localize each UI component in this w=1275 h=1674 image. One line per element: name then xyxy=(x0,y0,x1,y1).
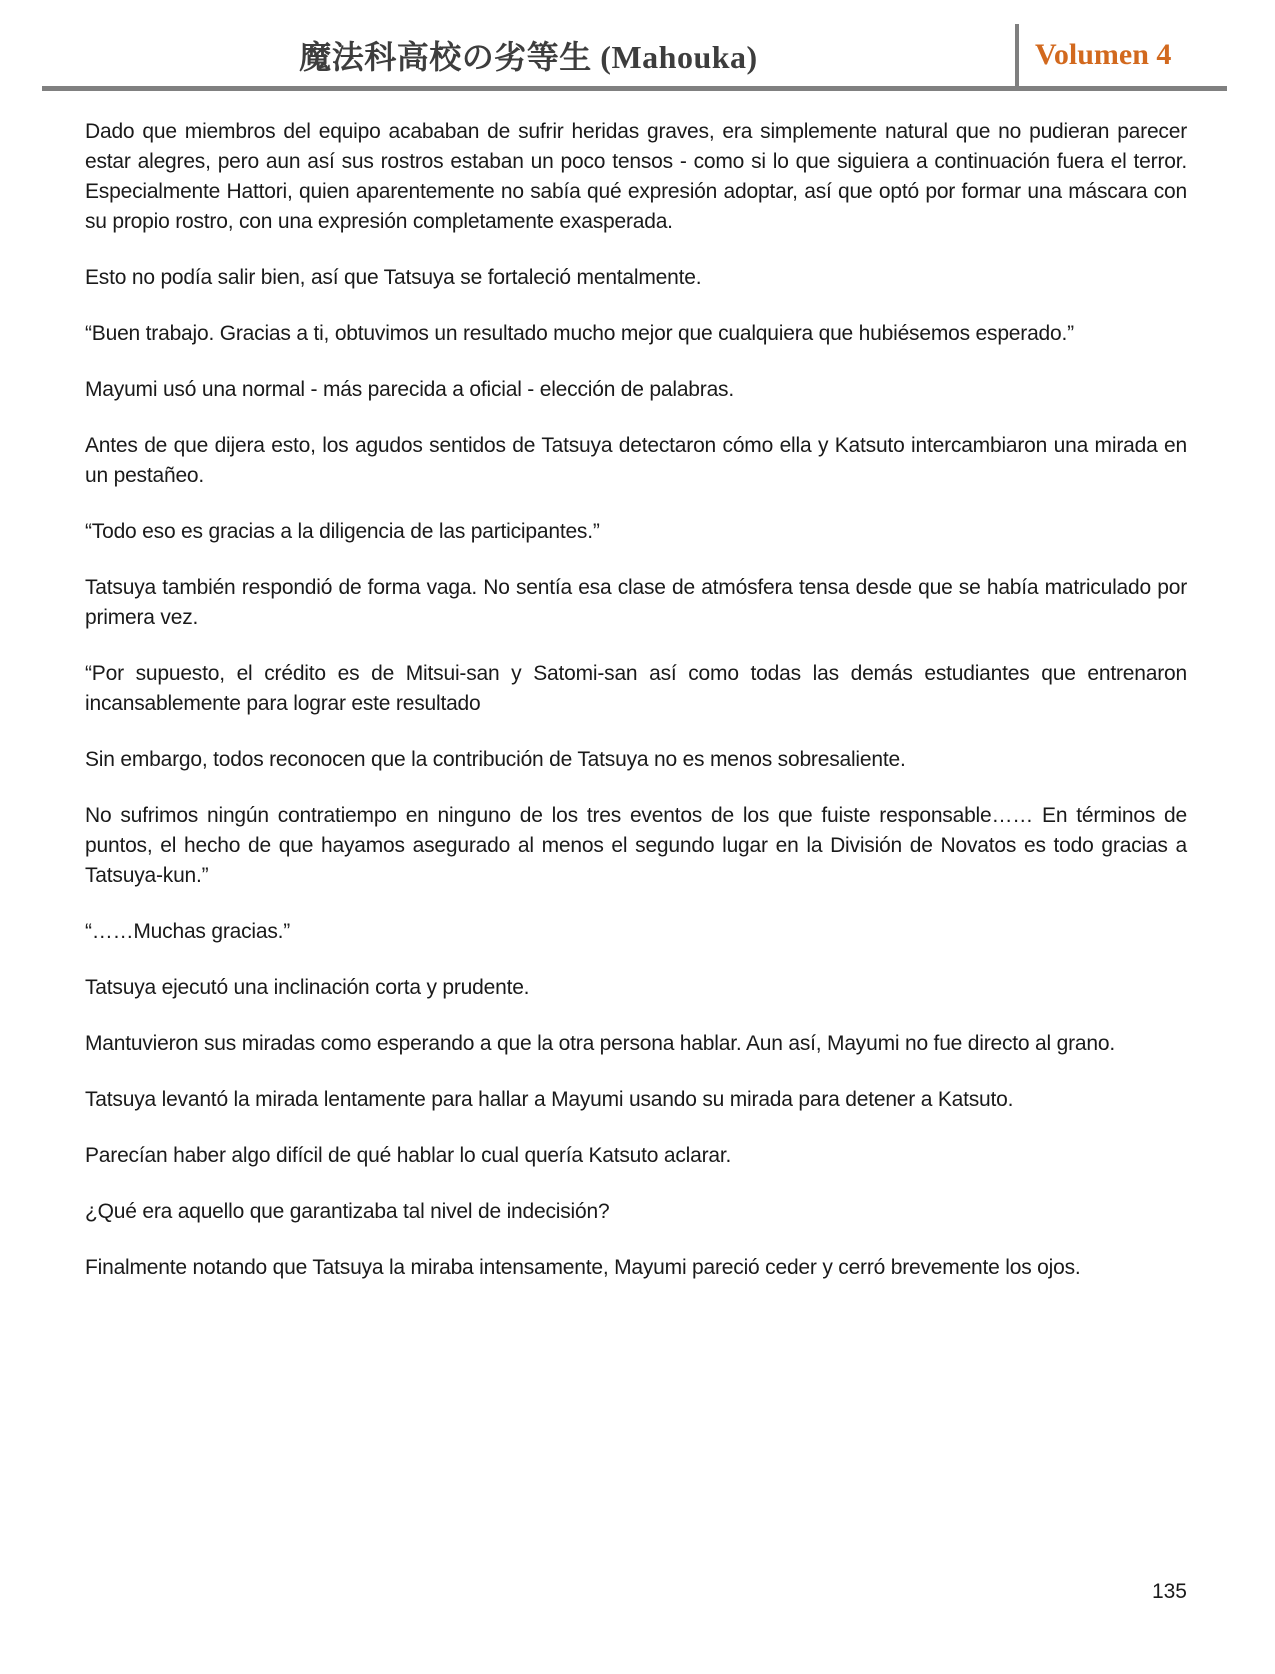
body-text xyxy=(85,117,1187,1283)
paragraph: Antes de que dijera esto, los agudos sentidos de Tatsuya detectaron cómo ella y Katsuto intercambiaron una mirada en un pestañeo. xyxy=(85,434,1187,487)
volume-label: Volumen 4 xyxy=(1015,24,1227,86)
paragraph: Dado que miembros del equipo acababan de sufrir heridas graves, era simplemente natural que no pudieran parecer estar alegres, pero aun así sus rostros estaban un poco tensos - como si lo que siguiera a continuación fuera el terror. Especialmente Hattori, quien aparentemente no sabía qué expresión adoptar, así que optó por formar una máscara con su propio rostro, con una expresión completamente exasperada. xyxy=(85,120,1187,233)
page-header xyxy=(42,24,1227,86)
paragraph: Tatsuya levantó la mirada lentamente para hallar a Mayumi usando su mirada para detener a Katsuto. xyxy=(85,1088,1014,1111)
paragraph: Tatsuya también respondió de forma vaga. No sentía esa clase de atmósfera tensa desde que se había matriculado por primera vez. xyxy=(85,576,1187,629)
paragraph: “Todo eso es gracias a la diligencia de las participantes.” xyxy=(85,520,600,543)
paragraph: “Buen trabajo. Gracias a ti, obtuvimos un resultado mucho mejor que cualquiera que hubiésemos esperado.” xyxy=(85,322,1074,345)
paragraph: Mayumi usó una normal - más parecida a oficial - elección de palabras. xyxy=(85,378,734,401)
paragraph: Tatsuya ejecutó una inclinación corta y prudente. xyxy=(85,976,530,999)
paragraph: Sin embargo, todos reconocen que la contribución de Tatsuya no es menos sobresaliente. xyxy=(85,748,906,771)
paragraph: ¿Qué era aquello que garantizaba tal nivel de indecisión? xyxy=(85,1200,610,1223)
paragraph: Finalmente notando que Tatsuya la miraba intensamente, Mayumi pareció ceder y cerró brevemente los ojos. xyxy=(85,1256,1081,1279)
paragraph: “Por supuesto, el crédito es de Mitsui-san y Satomi-san así como todas las demás estudiantes que entrenaron incansablemente para lograr este resultado xyxy=(85,662,1187,715)
paragraph: “……Muchas gracias.” xyxy=(85,920,291,943)
document-page xyxy=(0,24,1275,1603)
paragraph: Mantuvieron sus miradas como esperando a que la otra persona hablar. Aun así, Mayumi no fue directo al grano. xyxy=(85,1032,1115,1055)
paragraph: Parecían haber algo difícil de qué hablar lo cual quería Katsuto aclarar. xyxy=(85,1144,732,1167)
book-title: 魔法科高校の劣等生 (Mahouka) xyxy=(299,39,758,75)
header-divider-rule xyxy=(42,86,1227,91)
paragraph: Esto no podía salir bien, así que Tatsuya se fortaleció mentalmente. xyxy=(85,266,702,289)
page-number: 135 xyxy=(1151,1580,1187,1603)
paragraph: No sufrimos ningún contratiempo en ninguno de los tres eventos de los que fuiste responsable…… En términos de puntos, el hecho de que hayamos asegurado al menos el segundo lugar en la División de Novatos es todo gracias a Tatsuya-kun.” xyxy=(85,804,1187,887)
